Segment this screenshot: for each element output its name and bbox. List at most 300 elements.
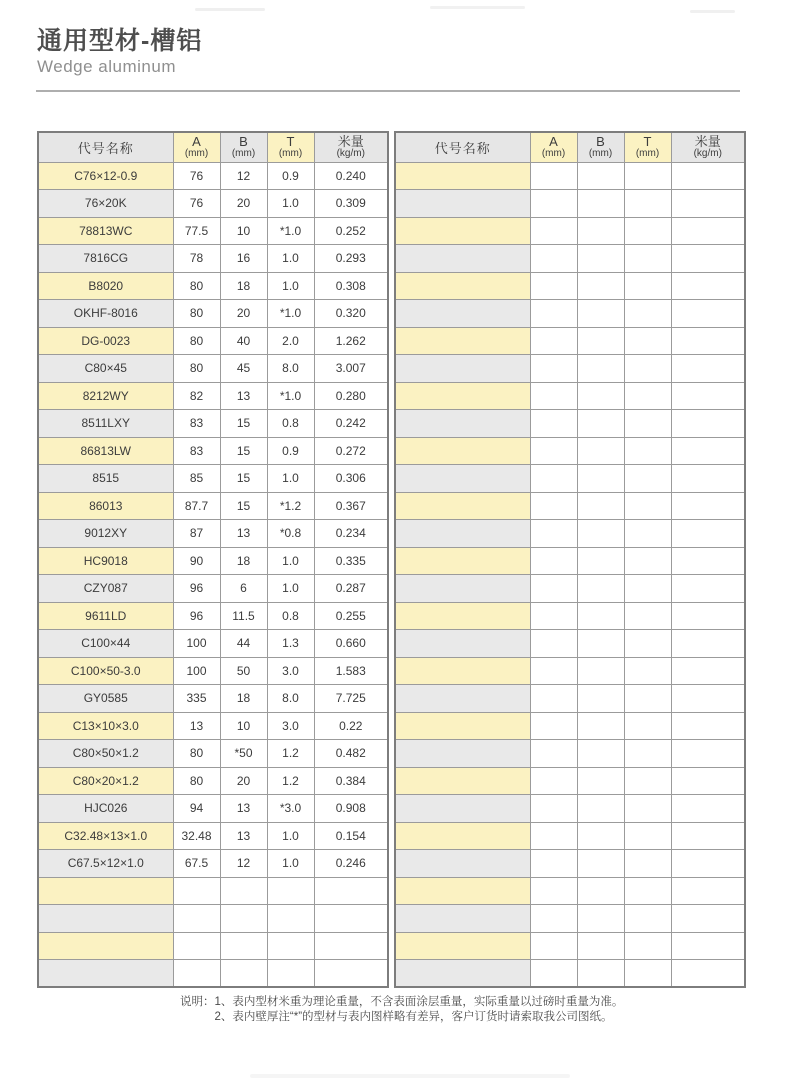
- cell-meter-weight: 0.293: [314, 245, 388, 273]
- cell-b: [577, 932, 624, 960]
- cell-meter-weight: [671, 850, 745, 878]
- cell-a: [173, 932, 220, 960]
- cell-t: [624, 492, 671, 520]
- cell-b: 44: [220, 630, 267, 658]
- cell-code-name: C100×50-3.0: [38, 657, 173, 685]
- column-header-code-name: 代号名称: [38, 132, 173, 162]
- cell-meter-weight: 0.306: [314, 465, 388, 493]
- table-row: [38, 740, 388, 768]
- cell-b: 40: [220, 327, 267, 355]
- cell-t: 2.0: [267, 327, 314, 355]
- cell-a: [530, 547, 577, 575]
- cell-a: 80: [173, 767, 220, 795]
- cell-code-name: DG-0023: [38, 327, 173, 355]
- cell-a: [173, 877, 220, 905]
- cell-code-name: 8212WY: [38, 382, 173, 410]
- cell-code-name: [395, 960, 530, 988]
- cell-code-name: C67.5×12×1.0: [38, 850, 173, 878]
- cell-meter-weight: [671, 382, 745, 410]
- cell-b: [577, 520, 624, 548]
- cell-b: [577, 437, 624, 465]
- cell-t: [624, 575, 671, 603]
- cell-t: 1.2: [267, 767, 314, 795]
- cell-meter-weight: 3.007: [314, 355, 388, 383]
- cell-meter-weight: 0.309: [314, 190, 388, 218]
- table-row: [395, 355, 745, 383]
- cell-b: [577, 465, 624, 493]
- cell-b: 16: [220, 245, 267, 273]
- cell-t: 8.0: [267, 685, 314, 713]
- table-header-row: [395, 132, 745, 162]
- cell-code-name: 9012XY: [38, 520, 173, 548]
- cell-code-name: 8511LXY: [38, 410, 173, 438]
- cell-a: [530, 272, 577, 300]
- table-row: [38, 960, 388, 988]
- cell-t: [624, 767, 671, 795]
- cell-t: [624, 410, 671, 438]
- cell-a: [530, 602, 577, 630]
- cell-code-name: 86013: [38, 492, 173, 520]
- cell-a: [530, 190, 577, 218]
- table-row: [38, 602, 388, 630]
- cell-code-name: 86813LW: [38, 437, 173, 465]
- cell-a: 76: [173, 162, 220, 190]
- page-header: [37, 27, 202, 77]
- cell-code-name: 76×20K: [38, 190, 173, 218]
- cell-code-name: [395, 740, 530, 768]
- cell-b: [577, 162, 624, 190]
- cell-meter-weight: 0.242: [314, 410, 388, 438]
- cell-code-name: 7816CG: [38, 245, 173, 273]
- cell-code-name: C80×45: [38, 355, 173, 383]
- cell-meter-weight: [314, 960, 388, 988]
- table-row: [395, 630, 745, 658]
- cell-b: [577, 190, 624, 218]
- cell-a: [530, 520, 577, 548]
- cell-t: *1.0: [267, 382, 314, 410]
- cell-code-name: B8020: [38, 272, 173, 300]
- cell-b: 12: [220, 162, 267, 190]
- cell-code-name: [395, 547, 530, 575]
- footnote-label: 说明：: [180, 996, 215, 1008]
- cell-code-name: HC9018: [38, 547, 173, 575]
- cell-t: [624, 465, 671, 493]
- cell-a: 100: [173, 630, 220, 658]
- cell-b: 20: [220, 767, 267, 795]
- cell-b: [577, 712, 624, 740]
- table-row: [38, 932, 388, 960]
- cell-b: [577, 355, 624, 383]
- cell-t: 1.0: [267, 190, 314, 218]
- cell-code-name: [395, 767, 530, 795]
- cell-a: 83: [173, 410, 220, 438]
- cell-b: [577, 630, 624, 658]
- footnote: [180, 995, 623, 1025]
- table-row: [395, 822, 745, 850]
- column-header-code-name: 代号名称: [395, 132, 530, 162]
- cell-t: [624, 905, 671, 933]
- cell-b: [577, 217, 624, 245]
- cell-a: 76: [173, 190, 220, 218]
- cell-meter-weight: [671, 602, 745, 630]
- cell-b: *50: [220, 740, 267, 768]
- column-header-meter-weight: 米量 (kg/m): [314, 132, 388, 162]
- cell-a: 67.5: [173, 850, 220, 878]
- cell-t: 1.0: [267, 465, 314, 493]
- table-row: [38, 905, 388, 933]
- table-row: [395, 300, 745, 328]
- header-divider: [36, 90, 740, 92]
- cell-b: [577, 547, 624, 575]
- cell-meter-weight: [671, 520, 745, 548]
- cell-t: 1.2: [267, 740, 314, 768]
- table-row: [395, 850, 745, 878]
- table-row: [395, 767, 745, 795]
- cell-code-name: [395, 932, 530, 960]
- cell-meter-weight: [671, 740, 745, 768]
- cell-t: [624, 740, 671, 768]
- cell-meter-weight: [314, 905, 388, 933]
- cell-code-name: [395, 602, 530, 630]
- cell-meter-weight: 0.367: [314, 492, 388, 520]
- cell-meter-weight: [671, 327, 745, 355]
- cell-a: 85: [173, 465, 220, 493]
- cell-code-name: [38, 905, 173, 933]
- cell-a: [530, 410, 577, 438]
- cell-t: [624, 685, 671, 713]
- cell-t: [624, 547, 671, 575]
- column-header-meter-weight: 米量 (kg/m): [671, 132, 745, 162]
- cell-code-name: [395, 465, 530, 493]
- table-row: [38, 520, 388, 548]
- cell-meter-weight: [671, 905, 745, 933]
- scan-artifact: [250, 1074, 570, 1078]
- cell-code-name: [395, 327, 530, 355]
- cell-a: [530, 960, 577, 988]
- tables-container: [37, 131, 746, 988]
- table-header-row: [38, 132, 388, 162]
- cell-meter-weight: [314, 877, 388, 905]
- cell-t: 3.0: [267, 712, 314, 740]
- table-row: [395, 465, 745, 493]
- cell-code-name: [395, 685, 530, 713]
- cell-meter-weight: [671, 492, 745, 520]
- cell-meter-weight: 0.287: [314, 575, 388, 603]
- cell-meter-weight: [671, 960, 745, 988]
- cell-b: 6: [220, 575, 267, 603]
- cell-a: 94: [173, 795, 220, 823]
- cell-a: [530, 657, 577, 685]
- table-row: [395, 575, 745, 603]
- table-row: [395, 272, 745, 300]
- cell-t: [624, 162, 671, 190]
- cell-a: [530, 465, 577, 493]
- cell-meter-weight: 0.22: [314, 712, 388, 740]
- cell-t: [624, 300, 671, 328]
- cell-b: [577, 575, 624, 603]
- cell-b: [577, 685, 624, 713]
- cell-t: 0.9: [267, 162, 314, 190]
- cell-t: [267, 932, 314, 960]
- cell-t: *0.8: [267, 520, 314, 548]
- cell-meter-weight: [671, 190, 745, 218]
- table-row: [38, 327, 388, 355]
- table-row: [395, 547, 745, 575]
- cell-meter-weight: 0.384: [314, 767, 388, 795]
- cell-code-name: [395, 410, 530, 438]
- cell-t: [624, 190, 671, 218]
- table-row: [395, 437, 745, 465]
- cell-b: [577, 905, 624, 933]
- table-row: [395, 657, 745, 685]
- cell-meter-weight: 0.252: [314, 217, 388, 245]
- cell-a: [530, 217, 577, 245]
- cell-a: [530, 162, 577, 190]
- table-row: [38, 850, 388, 878]
- cell-meter-weight: [671, 795, 745, 823]
- cell-b: 10: [220, 217, 267, 245]
- cell-t: [624, 355, 671, 383]
- cell-code-name: [38, 960, 173, 988]
- cell-b: [577, 767, 624, 795]
- cell-meter-weight: [671, 300, 745, 328]
- table-row: [395, 877, 745, 905]
- cell-b: [577, 272, 624, 300]
- cell-meter-weight: [671, 410, 745, 438]
- cell-code-name: [395, 877, 530, 905]
- cell-b: 10: [220, 712, 267, 740]
- spec-table-left: [37, 131, 389, 988]
- cell-b: 15: [220, 492, 267, 520]
- cell-a: [530, 630, 577, 658]
- cell-code-name: [395, 437, 530, 465]
- cell-code-name: [395, 162, 530, 190]
- cell-b: 15: [220, 465, 267, 493]
- cell-b: 12: [220, 850, 267, 878]
- cell-meter-weight: 1.262: [314, 327, 388, 355]
- cell-t: 0.8: [267, 602, 314, 630]
- table-row: [395, 602, 745, 630]
- cell-meter-weight: 0.240: [314, 162, 388, 190]
- cell-meter-weight: [314, 932, 388, 960]
- cell-code-name: [395, 245, 530, 273]
- cell-a: 80: [173, 300, 220, 328]
- cell-t: [624, 437, 671, 465]
- cell-t: [624, 712, 671, 740]
- cell-meter-weight: 0.308: [314, 272, 388, 300]
- cell-code-name: [395, 575, 530, 603]
- cell-meter-weight: 0.320: [314, 300, 388, 328]
- table-row: [38, 685, 388, 713]
- cell-t: 0.9: [267, 437, 314, 465]
- cell-b: [577, 245, 624, 273]
- table-row: [38, 712, 388, 740]
- cell-t: 1.0: [267, 547, 314, 575]
- table-row: [38, 575, 388, 603]
- cell-code-name: [38, 932, 173, 960]
- cell-meter-weight: [671, 547, 745, 575]
- cell-a: [173, 905, 220, 933]
- cell-code-name: [395, 217, 530, 245]
- cell-meter-weight: 7.725: [314, 685, 388, 713]
- cell-t: 1.3: [267, 630, 314, 658]
- cell-a: 100: [173, 657, 220, 685]
- cell-t: 1.0: [267, 272, 314, 300]
- cell-code-name: C76×12-0.9: [38, 162, 173, 190]
- cell-a: [530, 355, 577, 383]
- cell-b: [577, 795, 624, 823]
- cell-code-name: C13×10×3.0: [38, 712, 173, 740]
- cell-b: [577, 327, 624, 355]
- cell-b: [577, 492, 624, 520]
- cell-code-name: [395, 712, 530, 740]
- table-row: [38, 877, 388, 905]
- table-row: [38, 437, 388, 465]
- cell-a: [530, 327, 577, 355]
- scan-artifact: [690, 10, 735, 13]
- table-row: [38, 630, 388, 658]
- cell-a: [530, 932, 577, 960]
- table-row: [38, 162, 388, 190]
- table-row: [395, 162, 745, 190]
- page-title: 通用型材-槽铝: [37, 27, 203, 55]
- table-row: [395, 382, 745, 410]
- cell-code-name: OKHF-8016: [38, 300, 173, 328]
- cell-a: 77.5: [173, 217, 220, 245]
- cell-b: 13: [220, 520, 267, 548]
- cell-a: 96: [173, 602, 220, 630]
- cell-t: [267, 905, 314, 933]
- cell-meter-weight: [671, 162, 745, 190]
- cell-b: [577, 657, 624, 685]
- cell-code-name: CZY087: [38, 575, 173, 603]
- column-header-a: A (mm): [173, 132, 220, 162]
- cell-t: *1.0: [267, 300, 314, 328]
- cell-t: [624, 327, 671, 355]
- cell-b: [577, 822, 624, 850]
- cell-b: 45: [220, 355, 267, 383]
- cell-t: 1.0: [267, 245, 314, 273]
- cell-meter-weight: [671, 217, 745, 245]
- cell-a: 83: [173, 437, 220, 465]
- cell-b: [220, 905, 267, 933]
- cell-t: 1.0: [267, 822, 314, 850]
- table-row: [38, 410, 388, 438]
- cell-t: [267, 877, 314, 905]
- cell-t: [624, 602, 671, 630]
- cell-code-name: [395, 520, 530, 548]
- cell-code-name: [395, 850, 530, 878]
- cell-a: 87: [173, 520, 220, 548]
- cell-meter-weight: [671, 685, 745, 713]
- table-row: [38, 190, 388, 218]
- cell-code-name: [395, 382, 530, 410]
- cell-a: [530, 850, 577, 878]
- cell-meter-weight: 0.335: [314, 547, 388, 575]
- column-header-a: A (mm): [530, 132, 577, 162]
- cell-a: 78: [173, 245, 220, 273]
- cell-a: [530, 575, 577, 603]
- table-row: [38, 272, 388, 300]
- table-row: [38, 217, 388, 245]
- cell-code-name: [395, 190, 530, 218]
- cell-t: [624, 630, 671, 658]
- cell-meter-weight: [671, 932, 745, 960]
- cell-b: 20: [220, 300, 267, 328]
- cell-meter-weight: [671, 822, 745, 850]
- cell-a: 82: [173, 382, 220, 410]
- cell-b: 20: [220, 190, 267, 218]
- scan-artifact: [430, 6, 525, 9]
- footnote-line: 1、表内型材米重为理论重量，不含表面涂层重量，实际重量以过磅时重量为准。: [214, 996, 624, 1008]
- cell-a: 80: [173, 272, 220, 300]
- cell-t: *1.2: [267, 492, 314, 520]
- cell-t: 0.8: [267, 410, 314, 438]
- table-row: [38, 657, 388, 685]
- cell-a: [530, 877, 577, 905]
- cell-t: [624, 960, 671, 988]
- cell-a: [530, 437, 577, 465]
- cell-meter-weight: [671, 245, 745, 273]
- cell-t: [624, 382, 671, 410]
- cell-meter-weight: 0.660: [314, 630, 388, 658]
- table-row: [395, 327, 745, 355]
- cell-b: [577, 602, 624, 630]
- table-row: [395, 410, 745, 438]
- cell-t: [624, 657, 671, 685]
- cell-b: 50: [220, 657, 267, 685]
- column-header-t: T (mm): [624, 132, 671, 162]
- spec-table-right: [394, 131, 746, 988]
- table-row: [395, 217, 745, 245]
- cell-meter-weight: [671, 767, 745, 795]
- cell-meter-weight: 0.234: [314, 520, 388, 548]
- table-row: [38, 492, 388, 520]
- cell-code-name: 78813WC: [38, 217, 173, 245]
- cell-meter-weight: [671, 437, 745, 465]
- cell-a: 80: [173, 355, 220, 383]
- cell-t: [624, 520, 671, 548]
- cell-t: [624, 877, 671, 905]
- cell-code-name: [395, 657, 530, 685]
- cell-meter-weight: 0.154: [314, 822, 388, 850]
- table-row: [395, 712, 745, 740]
- table-row: [38, 355, 388, 383]
- cell-b: 15: [220, 410, 267, 438]
- cell-a: [530, 905, 577, 933]
- cell-a: [530, 245, 577, 273]
- column-header-b: B (mm): [577, 132, 624, 162]
- cell-code-name: [395, 630, 530, 658]
- table-row: [38, 465, 388, 493]
- cell-b: [577, 382, 624, 410]
- cell-meter-weight: 0.908: [314, 795, 388, 823]
- cell-t: 8.0: [267, 355, 314, 383]
- cell-t: *1.0: [267, 217, 314, 245]
- cell-code-name: 8515: [38, 465, 173, 493]
- table-row: [395, 520, 745, 548]
- cell-meter-weight: 0.280: [314, 382, 388, 410]
- table-row: [38, 795, 388, 823]
- cell-meter-weight: 0.255: [314, 602, 388, 630]
- page-subtitle: Wedge aluminum: [37, 57, 176, 76]
- cell-code-name: C80×50×1.2: [38, 740, 173, 768]
- cell-a: 13: [173, 712, 220, 740]
- table-row: [38, 382, 388, 410]
- cell-b: 18: [220, 547, 267, 575]
- cell-t: [624, 932, 671, 960]
- cell-code-name: C100×44: [38, 630, 173, 658]
